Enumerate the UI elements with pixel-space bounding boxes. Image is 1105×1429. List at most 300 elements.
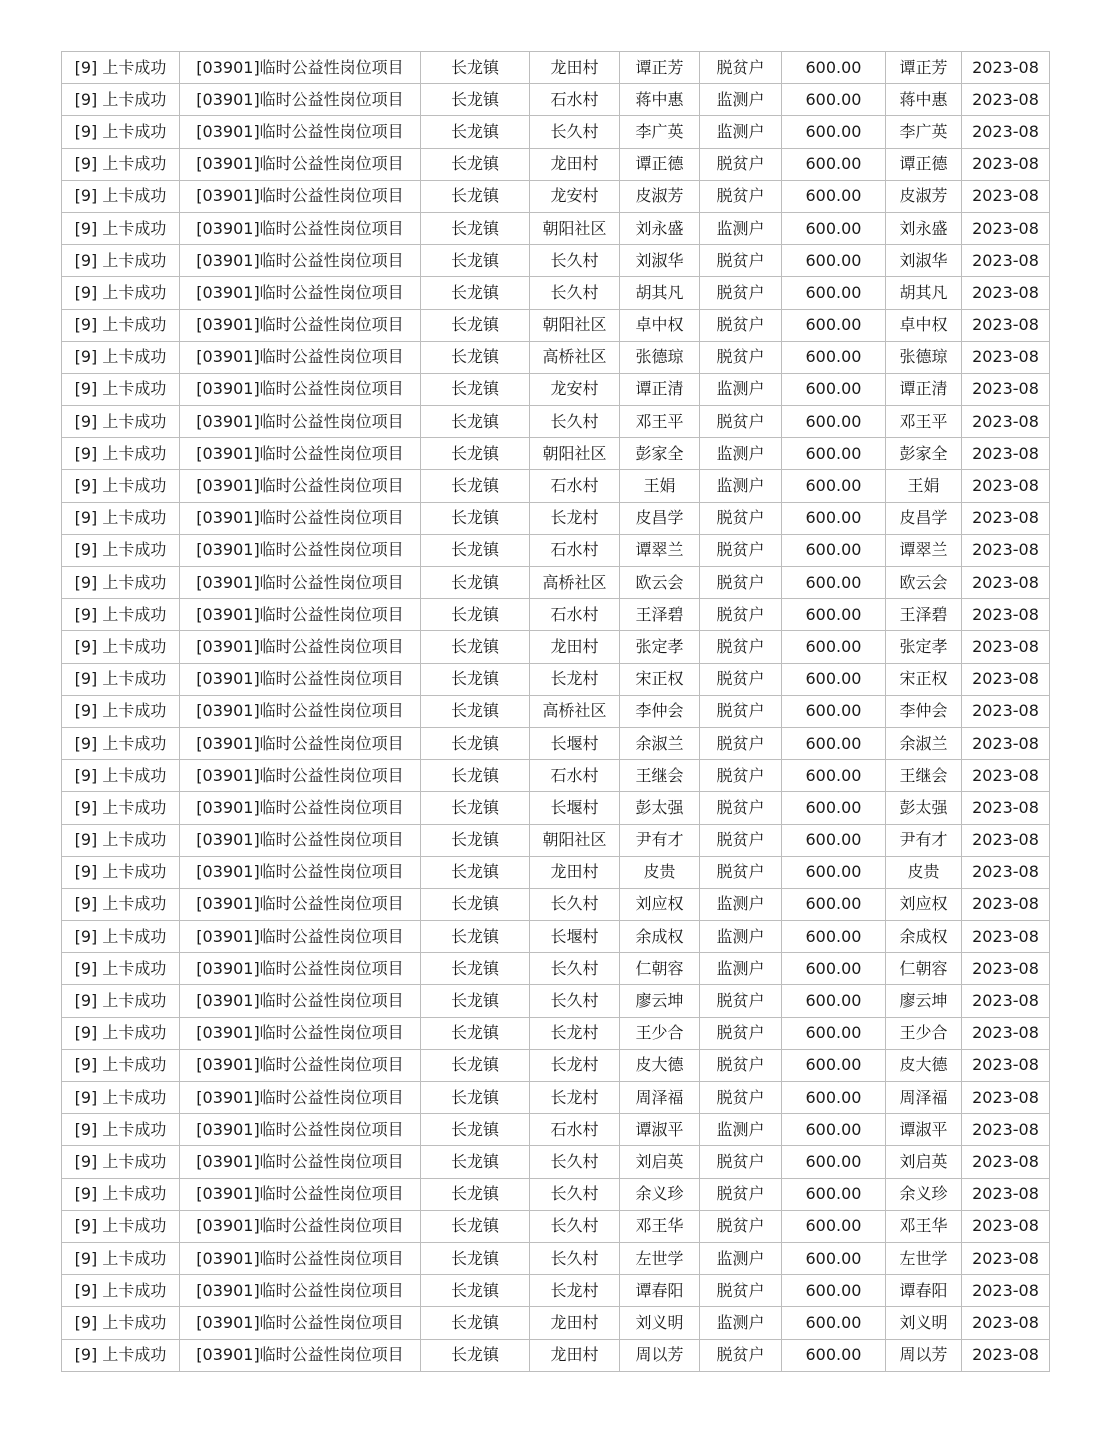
period-cell: 2023-08 (962, 212, 1050, 244)
name-cell: 左世学 (620, 1242, 700, 1274)
project-cell: [03901]临时公益性岗位项目 (180, 1114, 421, 1146)
village-cell: 高桥社区 (530, 341, 620, 373)
table-row (62, 1146, 1050, 1178)
table-row (62, 116, 1050, 148)
project-cell: [03901]临时公益性岗位项目 (180, 856, 421, 888)
household-type-cell: 脱贫户 (700, 631, 782, 663)
village-cell: 长久村 (530, 888, 620, 920)
period-cell: 2023-08 (962, 1275, 1050, 1307)
table-row (62, 1210, 1050, 1242)
village-cell: 石水村 (530, 1114, 620, 1146)
household-type-cell: 脱贫户 (700, 1275, 782, 1307)
name-cell: 刘启英 (620, 1146, 700, 1178)
name-cell: 谭淑平 (620, 1114, 700, 1146)
period-cell: 2023-08 (962, 1049, 1050, 1081)
table-row (62, 212, 1050, 244)
status-cell: [9] 上卡成功 (62, 1210, 180, 1242)
period-cell: 2023-08 (962, 953, 1050, 985)
table-row (62, 1275, 1050, 1307)
town-cell: 长龙镇 (421, 792, 530, 824)
status-cell: [9] 上卡成功 (62, 792, 180, 824)
village-cell: 长久村 (530, 277, 620, 309)
payee-cell: 王泽碧 (886, 599, 962, 631)
status-cell: [9] 上卡成功 (62, 631, 180, 663)
town-cell: 长龙镇 (421, 1146, 530, 1178)
project-cell: [03901]临时公益性岗位项目 (180, 309, 421, 341)
village-cell: 长龙村 (530, 663, 620, 695)
status-cell: [9] 上卡成功 (62, 534, 180, 566)
project-cell: [03901]临时公益性岗位项目 (180, 438, 421, 470)
period-cell: 2023-08 (962, 1307, 1050, 1339)
name-cell: 刘义明 (620, 1307, 700, 1339)
payee-cell: 邓王华 (886, 1210, 962, 1242)
household-type-cell: 监测户 (700, 438, 782, 470)
household-type-cell: 脱贫户 (700, 1146, 782, 1178)
household-type-cell: 脱贫户 (700, 52, 782, 84)
status-cell: [9] 上卡成功 (62, 1082, 180, 1114)
project-cell: [03901]临时公益性岗位项目 (180, 953, 421, 985)
project-cell: [03901]临时公益性岗位项目 (180, 1049, 421, 1081)
village-cell: 长龙村 (530, 502, 620, 534)
village-cell: 长久村 (530, 245, 620, 277)
period-cell: 2023-08 (962, 180, 1050, 212)
project-cell: [03901]临时公益性岗位项目 (180, 1339, 421, 1371)
town-cell: 长龙镇 (421, 245, 530, 277)
amount-cell: 600.00 (782, 212, 886, 244)
household-type-cell: 脱贫户 (700, 1017, 782, 1049)
village-cell: 朝阳社区 (530, 824, 620, 856)
period-cell: 2023-08 (962, 277, 1050, 309)
payee-cell: 左世学 (886, 1242, 962, 1274)
name-cell: 刘淑华 (620, 245, 700, 277)
project-cell: [03901]临时公益性岗位项目 (180, 534, 421, 566)
status-cell: [9] 上卡成功 (62, 277, 180, 309)
table-row (62, 663, 1050, 695)
village-cell: 朝阳社区 (530, 309, 620, 341)
project-cell: [03901]临时公益性岗位项目 (180, 888, 421, 920)
town-cell: 长龙镇 (421, 599, 530, 631)
village-cell: 龙田村 (530, 52, 620, 84)
status-cell: [9] 上卡成功 (62, 1017, 180, 1049)
household-type-cell: 监测户 (700, 116, 782, 148)
town-cell: 长龙镇 (421, 309, 530, 341)
period-cell: 2023-08 (962, 116, 1050, 148)
name-cell: 刘永盛 (620, 212, 700, 244)
payee-cell: 彭家全 (886, 438, 962, 470)
name-cell: 余成权 (620, 921, 700, 953)
town-cell: 长龙镇 (421, 277, 530, 309)
village-cell: 长久村 (530, 1210, 620, 1242)
status-cell: [9] 上卡成功 (62, 824, 180, 856)
town-cell: 长龙镇 (421, 663, 530, 695)
payee-cell: 皮贵 (886, 856, 962, 888)
village-cell: 龙田村 (530, 148, 620, 180)
payee-cell: 卓中权 (886, 309, 962, 341)
period-cell: 2023-08 (962, 502, 1050, 534)
period-cell: 2023-08 (962, 406, 1050, 438)
town-cell: 长龙镇 (421, 824, 530, 856)
household-type-cell: 脱贫户 (700, 406, 782, 438)
project-cell: [03901]临时公益性岗位项目 (180, 727, 421, 759)
village-cell: 高桥社区 (530, 695, 620, 727)
amount-cell: 600.00 (782, 921, 886, 953)
status-cell: [9] 上卡成功 (62, 438, 180, 470)
village-cell: 长久村 (530, 1146, 620, 1178)
household-type-cell: 脱贫户 (700, 695, 782, 727)
village-cell: 长久村 (530, 1242, 620, 1274)
village-cell: 长久村 (530, 985, 620, 1017)
amount-cell: 600.00 (782, 438, 886, 470)
name-cell: 仁朝容 (620, 953, 700, 985)
project-cell: [03901]临时公益性岗位项目 (180, 921, 421, 953)
payee-cell: 彭太强 (886, 792, 962, 824)
town-cell: 长龙镇 (421, 148, 530, 180)
payee-cell: 余义珍 (886, 1178, 962, 1210)
name-cell: 张德琼 (620, 341, 700, 373)
name-cell: 胡其凡 (620, 277, 700, 309)
payee-cell: 刘淑华 (886, 245, 962, 277)
table-row (62, 470, 1050, 502)
period-cell: 2023-08 (962, 1146, 1050, 1178)
table-row (62, 921, 1050, 953)
amount-cell: 600.00 (782, 116, 886, 148)
amount-cell: 600.00 (782, 1275, 886, 1307)
period-cell: 2023-08 (962, 1339, 1050, 1371)
household-type-cell: 监测户 (700, 921, 782, 953)
name-cell: 彭家全 (620, 438, 700, 470)
household-type-cell: 脱贫户 (700, 856, 782, 888)
period-cell: 2023-08 (962, 245, 1050, 277)
payee-cell: 王娟 (886, 470, 962, 502)
period-cell: 2023-08 (962, 792, 1050, 824)
payee-cell: 谭正清 (886, 373, 962, 405)
payee-cell: 谭翠兰 (886, 534, 962, 566)
household-type-cell: 脱贫户 (700, 1082, 782, 1114)
town-cell: 长龙镇 (421, 1178, 530, 1210)
town-cell: 长龙镇 (421, 52, 530, 84)
name-cell: 谭春阳 (620, 1275, 700, 1307)
table-body (62, 52, 1050, 1372)
project-cell: [03901]临时公益性岗位项目 (180, 84, 421, 116)
household-type-cell: 脱贫户 (700, 148, 782, 180)
period-cell: 2023-08 (962, 1242, 1050, 1274)
amount-cell: 600.00 (782, 1049, 886, 1081)
amount-cell: 600.00 (782, 888, 886, 920)
town-cell: 长龙镇 (421, 180, 530, 212)
period-cell: 2023-08 (962, 84, 1050, 116)
project-cell: [03901]临时公益性岗位项目 (180, 116, 421, 148)
payee-cell: 李广英 (886, 116, 962, 148)
amount-cell: 600.00 (782, 1242, 886, 1274)
project-cell: [03901]临时公益性岗位项目 (180, 470, 421, 502)
household-type-cell: 监测户 (700, 373, 782, 405)
village-cell: 龙安村 (530, 373, 620, 405)
name-cell: 皮贵 (620, 856, 700, 888)
household-type-cell: 脱贫户 (700, 1210, 782, 1242)
town-cell: 长龙镇 (421, 1210, 530, 1242)
household-type-cell: 脱贫户 (700, 341, 782, 373)
payee-cell: 周以芳 (886, 1339, 962, 1371)
amount-cell: 600.00 (782, 341, 886, 373)
status-cell: [9] 上卡成功 (62, 921, 180, 953)
payee-cell: 皮大德 (886, 1049, 962, 1081)
name-cell: 邓王平 (620, 406, 700, 438)
amount-cell: 600.00 (782, 663, 886, 695)
household-type-cell: 脱贫户 (700, 985, 782, 1017)
period-cell: 2023-08 (962, 888, 1050, 920)
status-cell: [9] 上卡成功 (62, 309, 180, 341)
name-cell: 尹有才 (620, 824, 700, 856)
table-row (62, 438, 1050, 470)
name-cell: 谭正德 (620, 148, 700, 180)
table-row (62, 1114, 1050, 1146)
amount-cell: 600.00 (782, 180, 886, 212)
town-cell: 长龙镇 (421, 1049, 530, 1081)
payee-cell: 李仲会 (886, 695, 962, 727)
village-cell: 高桥社区 (530, 567, 620, 599)
status-cell: [9] 上卡成功 (62, 406, 180, 438)
table-row (62, 985, 1050, 1017)
town-cell: 长龙镇 (421, 953, 530, 985)
name-cell: 皮淑芳 (620, 180, 700, 212)
payee-cell: 张德琼 (886, 341, 962, 373)
project-cell: [03901]临时公益性岗位项目 (180, 1210, 421, 1242)
village-cell: 朝阳社区 (530, 212, 620, 244)
payee-cell: 胡其凡 (886, 277, 962, 309)
project-cell: [03901]临时公益性岗位项目 (180, 502, 421, 534)
payee-cell: 刘应权 (886, 888, 962, 920)
project-cell: [03901]临时公益性岗位项目 (180, 1242, 421, 1274)
name-cell: 宋正权 (620, 663, 700, 695)
status-cell: [9] 上卡成功 (62, 373, 180, 405)
town-cell: 长龙镇 (421, 856, 530, 888)
table-row (62, 277, 1050, 309)
project-cell: [03901]临时公益性岗位项目 (180, 824, 421, 856)
project-cell: [03901]临时公益性岗位项目 (180, 406, 421, 438)
project-cell: [03901]临时公益性岗位项目 (180, 985, 421, 1017)
period-cell: 2023-08 (962, 567, 1050, 599)
town-cell: 长龙镇 (421, 1339, 530, 1371)
table-row (62, 1339, 1050, 1371)
table-row (62, 727, 1050, 759)
table-row (62, 84, 1050, 116)
village-cell: 长龙村 (530, 1082, 620, 1114)
payee-cell: 廖云坤 (886, 985, 962, 1017)
household-type-cell: 脱贫户 (700, 567, 782, 599)
payee-cell: 余成权 (886, 921, 962, 953)
payee-cell: 张定孝 (886, 631, 962, 663)
project-cell: [03901]临时公益性岗位项目 (180, 663, 421, 695)
town-cell: 长龙镇 (421, 212, 530, 244)
project-cell: [03901]临时公益性岗位项目 (180, 52, 421, 84)
village-cell: 石水村 (530, 760, 620, 792)
household-type-cell: 脱贫户 (700, 534, 782, 566)
table-row (62, 52, 1050, 84)
period-cell: 2023-08 (962, 824, 1050, 856)
household-type-cell: 监测户 (700, 84, 782, 116)
project-cell: [03901]临时公益性岗位项目 (180, 567, 421, 599)
household-type-cell: 脱贫户 (700, 760, 782, 792)
period-cell: 2023-08 (962, 631, 1050, 663)
amount-cell: 600.00 (782, 309, 886, 341)
status-cell: [9] 上卡成功 (62, 985, 180, 1017)
period-cell: 2023-08 (962, 760, 1050, 792)
project-cell: [03901]临时公益性岗位项目 (180, 760, 421, 792)
status-cell: [9] 上卡成功 (62, 148, 180, 180)
table-row (62, 245, 1050, 277)
household-type-cell: 脱贫户 (700, 245, 782, 277)
village-cell: 朝阳社区 (530, 438, 620, 470)
status-cell: [9] 上卡成功 (62, 695, 180, 727)
amount-cell: 600.00 (782, 1210, 886, 1242)
table-row (62, 792, 1050, 824)
household-type-cell: 脱贫户 (700, 277, 782, 309)
village-cell: 龙田村 (530, 1307, 620, 1339)
town-cell: 长龙镇 (421, 631, 530, 663)
town-cell: 长龙镇 (421, 727, 530, 759)
name-cell: 谭正芳 (620, 52, 700, 84)
period-cell: 2023-08 (962, 1210, 1050, 1242)
period-cell: 2023-08 (962, 599, 1050, 631)
table-row (62, 1017, 1050, 1049)
village-cell: 长龙村 (530, 1049, 620, 1081)
amount-cell: 600.00 (782, 631, 886, 663)
town-cell: 长龙镇 (421, 888, 530, 920)
name-cell: 余淑兰 (620, 727, 700, 759)
amount-cell: 600.00 (782, 985, 886, 1017)
amount-cell: 600.00 (782, 824, 886, 856)
status-cell: [9] 上卡成功 (62, 1339, 180, 1371)
project-cell: [03901]临时公益性岗位项目 (180, 695, 421, 727)
payee-cell: 皮淑芳 (886, 180, 962, 212)
period-cell: 2023-08 (962, 341, 1050, 373)
amount-cell: 600.00 (782, 406, 886, 438)
town-cell: 长龙镇 (421, 1082, 530, 1114)
project-cell: [03901]临时公益性岗位项目 (180, 277, 421, 309)
amount-cell: 600.00 (782, 567, 886, 599)
table-row (62, 148, 1050, 180)
table-row (62, 406, 1050, 438)
status-cell: [9] 上卡成功 (62, 1275, 180, 1307)
village-cell: 长堰村 (530, 792, 620, 824)
status-cell: [9] 上卡成功 (62, 599, 180, 631)
village-cell: 石水村 (530, 534, 620, 566)
project-cell: [03901]临时公益性岗位项目 (180, 599, 421, 631)
project-cell: [03901]临时公益性岗位项目 (180, 1307, 421, 1339)
village-cell: 石水村 (530, 84, 620, 116)
name-cell: 李广英 (620, 116, 700, 148)
village-cell: 长堰村 (530, 727, 620, 759)
town-cell: 长龙镇 (421, 1275, 530, 1307)
household-type-cell: 脱贫户 (700, 502, 782, 534)
table-row (62, 373, 1050, 405)
name-cell: 欧云会 (620, 567, 700, 599)
name-cell: 周泽福 (620, 1082, 700, 1114)
project-cell: [03901]临时公益性岗位项目 (180, 1082, 421, 1114)
name-cell: 王继会 (620, 760, 700, 792)
amount-cell: 600.00 (782, 792, 886, 824)
town-cell: 长龙镇 (421, 1017, 530, 1049)
payment-record-table (61, 51, 1050, 1372)
name-cell: 张定孝 (620, 631, 700, 663)
status-cell: [9] 上卡成功 (62, 663, 180, 695)
table-row (62, 824, 1050, 856)
payee-cell: 蒋中惠 (886, 84, 962, 116)
town-cell: 长龙镇 (421, 1114, 530, 1146)
village-cell: 长久村 (530, 406, 620, 438)
amount-cell: 600.00 (782, 373, 886, 405)
period-cell: 2023-08 (962, 309, 1050, 341)
payee-cell: 王少合 (886, 1017, 962, 1049)
table-row (62, 502, 1050, 534)
amount-cell: 600.00 (782, 1178, 886, 1210)
period-cell: 2023-08 (962, 1178, 1050, 1210)
status-cell: [9] 上卡成功 (62, 212, 180, 244)
status-cell: [9] 上卡成功 (62, 341, 180, 373)
payee-cell: 谭淑平 (886, 1114, 962, 1146)
period-cell: 2023-08 (962, 438, 1050, 470)
name-cell: 皮昌学 (620, 502, 700, 534)
town-cell: 长龙镇 (421, 985, 530, 1017)
payee-cell: 刘永盛 (886, 212, 962, 244)
household-type-cell: 监测户 (700, 470, 782, 502)
payee-cell: 谭春阳 (886, 1275, 962, 1307)
amount-cell: 600.00 (782, 84, 886, 116)
payee-cell: 王继会 (886, 760, 962, 792)
payee-cell: 谭正芳 (886, 52, 962, 84)
status-cell: [9] 上卡成功 (62, 953, 180, 985)
period-cell: 2023-08 (962, 1114, 1050, 1146)
name-cell: 卓中权 (620, 309, 700, 341)
payee-cell: 谭正德 (886, 148, 962, 180)
household-type-cell: 脱贫户 (700, 824, 782, 856)
amount-cell: 600.00 (782, 599, 886, 631)
payee-cell: 周泽福 (886, 1082, 962, 1114)
name-cell: 彭太强 (620, 792, 700, 824)
name-cell: 邓王华 (620, 1210, 700, 1242)
table-row (62, 1307, 1050, 1339)
project-cell: [03901]临时公益性岗位项目 (180, 180, 421, 212)
village-cell: 长久村 (530, 116, 620, 148)
period-cell: 2023-08 (962, 856, 1050, 888)
table-row (62, 180, 1050, 212)
name-cell: 谭正清 (620, 373, 700, 405)
household-type-cell: 脱贫户 (700, 792, 782, 824)
amount-cell: 600.00 (782, 1082, 886, 1114)
status-cell: [9] 上卡成功 (62, 116, 180, 148)
payee-cell: 欧云会 (886, 567, 962, 599)
project-cell: [03901]临时公益性岗位项目 (180, 212, 421, 244)
name-cell: 王娟 (620, 470, 700, 502)
table-row (62, 1178, 1050, 1210)
town-cell: 长龙镇 (421, 341, 530, 373)
name-cell: 皮大德 (620, 1049, 700, 1081)
status-cell: [9] 上卡成功 (62, 180, 180, 212)
name-cell: 廖云坤 (620, 985, 700, 1017)
town-cell: 长龙镇 (421, 567, 530, 599)
town-cell: 长龙镇 (421, 1242, 530, 1274)
town-cell: 长龙镇 (421, 84, 530, 116)
amount-cell: 600.00 (782, 1114, 886, 1146)
project-cell: [03901]临时公益性岗位项目 (180, 631, 421, 663)
status-cell: [9] 上卡成功 (62, 1178, 180, 1210)
name-cell: 谭翠兰 (620, 534, 700, 566)
household-type-cell: 监测户 (700, 1114, 782, 1146)
household-type-cell: 脱贫户 (700, 309, 782, 341)
table-row (62, 534, 1050, 566)
amount-cell: 600.00 (782, 534, 886, 566)
period-cell: 2023-08 (962, 52, 1050, 84)
